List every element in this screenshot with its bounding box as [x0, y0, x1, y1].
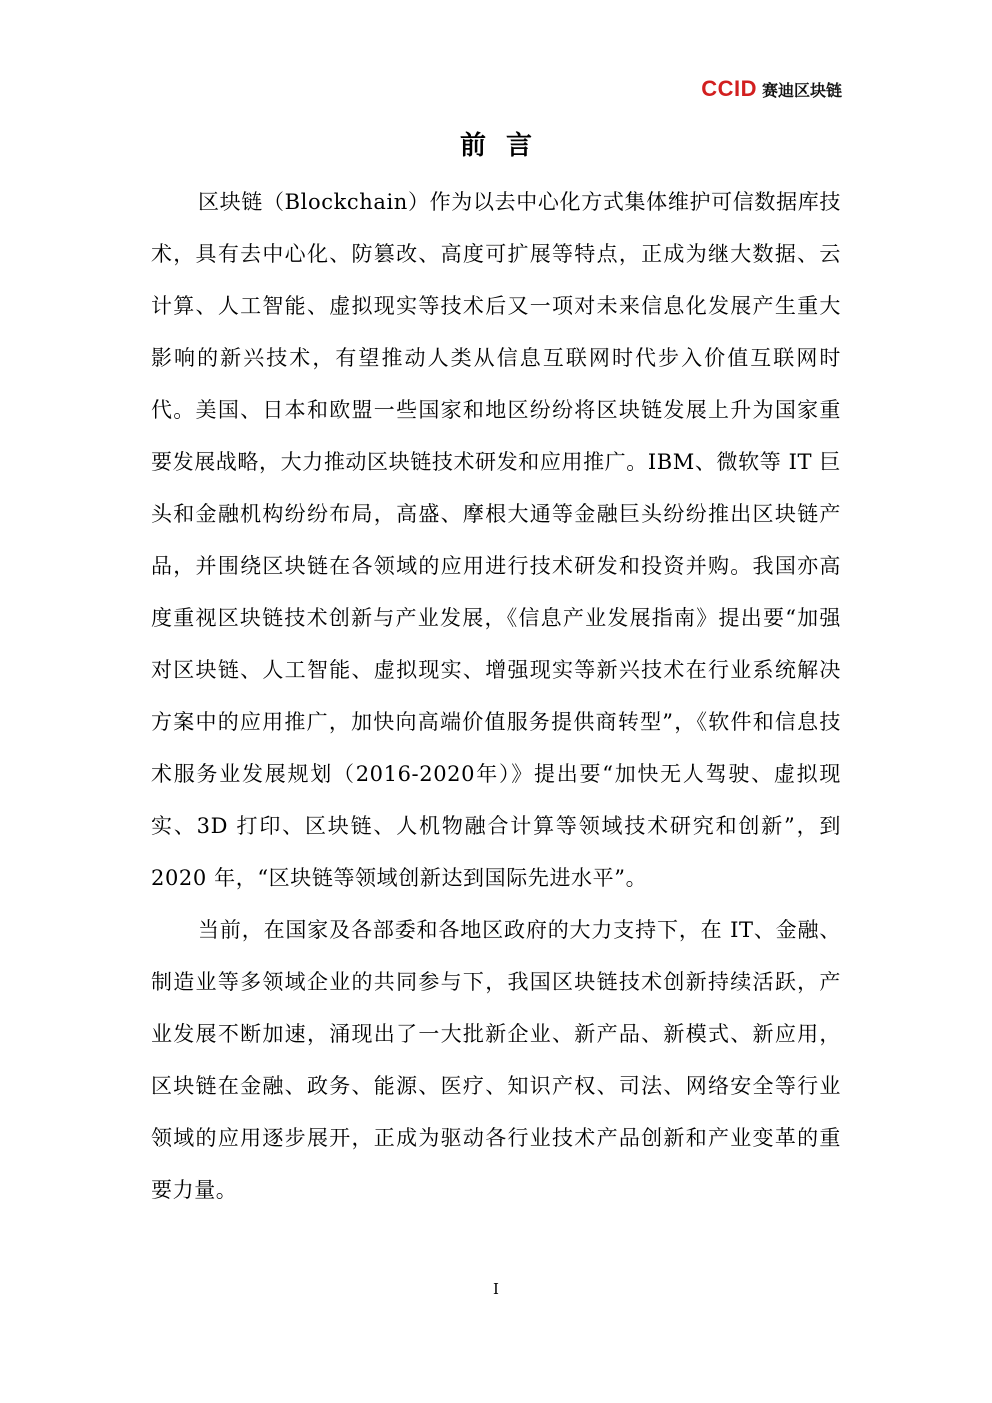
header-logo [701, 76, 842, 102]
page-title: 前言 [459, 131, 552, 161]
logo-brand: CCID [701, 76, 757, 101]
main-content [151, 176, 841, 1216]
logo-subtitle: 赛迪区块链 [761, 81, 842, 100]
page-number: I [493, 1280, 499, 1298]
paragraph-1: 区块链（Blockchain）作为以去中心化方式集体维护可信数据库技术，具有去中心化、防篡改、高度可扩展等特点，正成为继大数据、云计算、人工智能、虚拟现实等技术后又一项对未来信息化发展产生重大影响的新兴技术，有望推动人类从信息互联网时代步入价值互联网时代。美国、日本和欧盟一些国家和地区纷纷将区块链发展上升为国家重要发展战略，大力推动区块链技术研发和应用推广。IBM、微软等 IT 巨头和金融机构纷纷布局，高盛、摩根大通等金融巨头纷纷推出区块链产品，并围绕区块链在各领域的应用进行技术研发和投资并购。我国亦高度重视区块链技术创新与产业发展，《信息产业发展指南》提出要“加强对区块链、人工智能、虚拟现实、增强现实等新兴技术在行业系统解决方案中的应用推广，加快向高端价值服务提供商转型”，《软件和信息技术服务业发展规划（2016-2020年）》提出要“加快无人驾驶、虚拟现实、3D 打印、区块链、人机物融合计算等领域技术研究和创新”，到 2020 年，“区块链等领域创新达到国际先进水平”。 [151, 190, 841, 890]
paragraph-2: 当前，在国家及各部委和各地区政府的大力支持下，在 IT、金融、制造业等多领域企业的共同参与下，我国区块链技术创新持续活跃，产业发展不断加速，涌现出了一大批新企业、新产品、新模式、新应用，区块链在金融、政务、能源、医疗、知识产权、司法、网络安全等行业领域的应用逐步展开，正成为驱动各行业技术产品创新和产业变革的重要力量。 [151, 918, 841, 1202]
